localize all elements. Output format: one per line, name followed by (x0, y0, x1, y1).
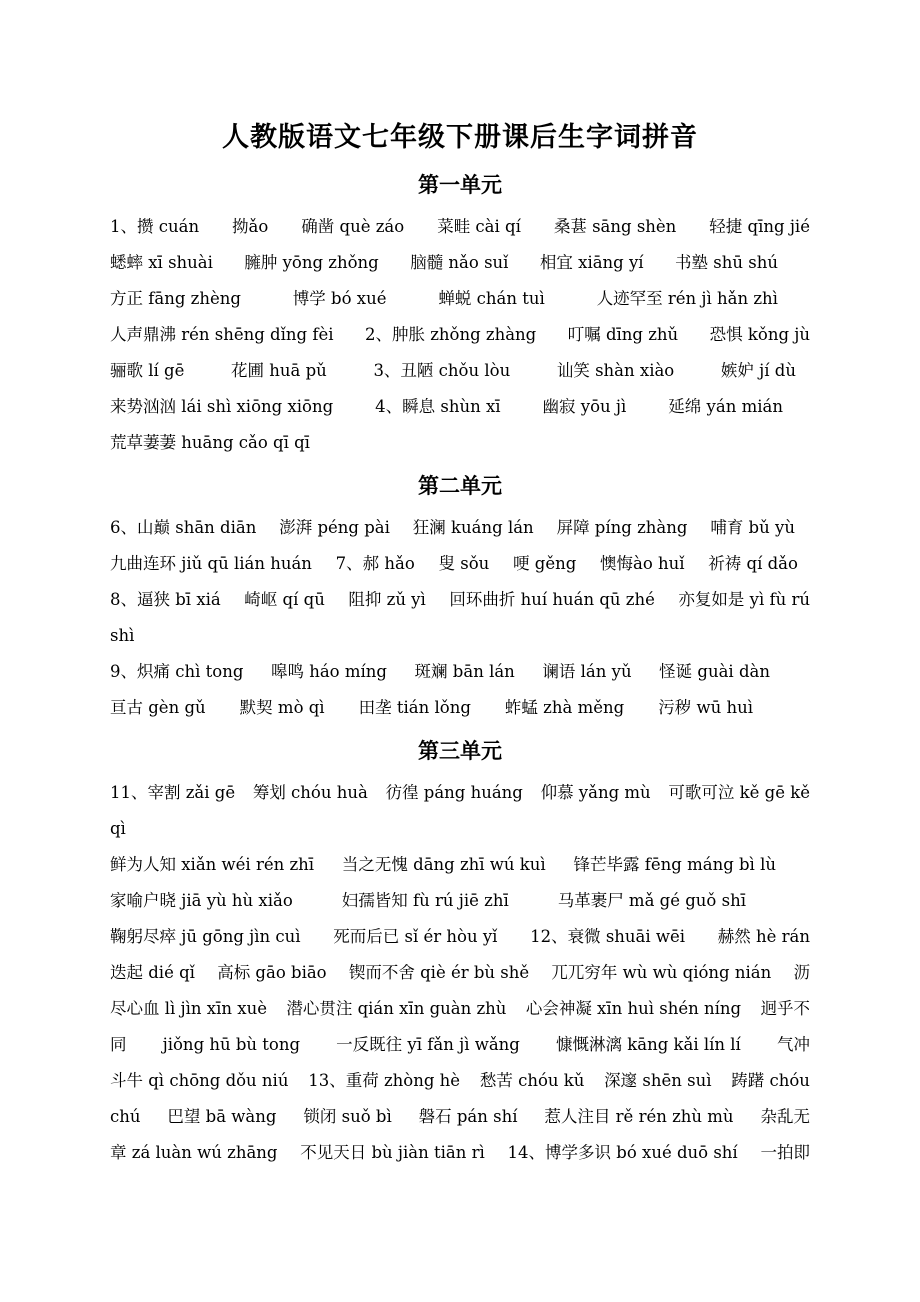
vocab-entry: jiǒng hū bù tong (162, 1035, 301, 1054)
vocab-line (110, 657, 770, 687)
vocab-entry: 延绵 yán mián (668, 397, 783, 416)
vocab-entry: 谰语 lán yǔ (542, 662, 632, 681)
vocab-line (110, 320, 810, 350)
vocab-line (110, 1138, 810, 1168)
vocab-line (110, 513, 795, 543)
vocab-entry: 家喻户晓 jiā yù hù xiǎo (110, 891, 293, 910)
vocab-entry: 深邃 shēn suì (604, 1071, 712, 1090)
vocab-entry: 愁苦 chóu kǔ (479, 1071, 585, 1090)
document-title: 人教版语文七年级下册课后生字词拼音 (222, 122, 698, 153)
vocab-line (110, 994, 810, 1024)
vocab-entry: 澎湃 péng pài (279, 518, 390, 537)
vocab-entry: 污秽 wū huì (658, 698, 753, 717)
vocab-line (110, 585, 810, 615)
vocab-entry: 11、宰割 zǎi gē (110, 783, 236, 802)
vocab-entry: 慷慨淋漓 kāng kǎi lín lí (555, 1035, 741, 1054)
vocab-entry: 筹划 chóu huà (252, 783, 368, 802)
vocab-entry: 崎岖 qí qū (244, 590, 325, 609)
vocab-entry: 迥乎不 (760, 999, 810, 1018)
vocab-entry: 亦复如是 yì fù rú (678, 590, 810, 609)
vocab-entry: 来势汹汹 lái shì xiōng xiōng (110, 397, 334, 416)
vocab-entry: 懊悔ào huǐ (600, 554, 685, 573)
vocab-entry: 迭起 dié qǐ (110, 963, 195, 982)
vocab-entry: 当之无愧 dāng zhī wú kuì (341, 855, 546, 874)
vocab-entry: 杂乱无 (760, 1107, 810, 1126)
vocab-entry: 章 zá luàn wú zhāng (110, 1143, 278, 1162)
vocab-entry: 锋芒毕露 fēng máng bì lù (573, 855, 776, 874)
vocab-entry: 花圃 huā pǔ (231, 361, 327, 380)
vocab-entry: 鲜为人知 xiǎn wéi rén zhī (110, 855, 315, 874)
unit-heading: 第二单元 (418, 473, 502, 498)
vocab-entry: 恐惧 kǒng jù (709, 325, 810, 344)
vocab-entry: chú (110, 1107, 141, 1126)
vocab-entry: 回环曲折 huí huán qū zhé (449, 590, 655, 609)
vocab-line (110, 356, 796, 386)
vocab-entry: 马革裹尸 mǎ gé guǒ shī (557, 891, 746, 910)
vocab-entry: 9、炽痛 chì tong (110, 662, 244, 681)
vocab-entry: 叮嘱 dīng zhǔ (567, 325, 679, 344)
vocab-entry: 沥 (793, 963, 810, 982)
vocab-entry: 巴望 bā wàng (167, 1107, 277, 1126)
vocab-entry: 磐石 pán shí (418, 1107, 518, 1126)
vocab-entry: 讪笑 shàn xiào (556, 361, 675, 380)
vocab-entry: 人迹罕至 rén jì hǎn zhì (596, 289, 778, 308)
vocab-entry: 潜心贯注 qián xīn guàn zhù (286, 999, 507, 1018)
vocab-line (110, 1066, 810, 1096)
vocab-entry: 骊歌 lí gē (110, 361, 185, 380)
vocab-line (110, 958, 810, 988)
vocab-entry: 狂澜 kuáng lán (412, 518, 534, 537)
vocab-entry: 阻抑 zǔ yì (348, 590, 426, 609)
vocab-entry: 确凿 què záo (301, 217, 405, 236)
vocab-entry: 拗ǎo (232, 217, 269, 236)
vocab-entry: 锲而不舍 qiè ér bù shě (348, 963, 530, 982)
vocab-line (110, 850, 776, 880)
vocab-entry: qì (110, 819, 126, 838)
vocab-line (110, 693, 753, 723)
unit-heading: 第三单元 (418, 738, 502, 763)
vocab-entry: 菜畦 cài qí (437, 217, 521, 236)
vocab-entry: 人声鼎沸 rén shēng dǐng fèi (110, 325, 334, 344)
vocab-entry: 赫然 hè rán (717, 927, 810, 946)
vocab-line (110, 212, 810, 242)
vocab-entry: 气冲 (776, 1035, 810, 1054)
vocab-entry: 荒草萋萋 huāng cǎo qī qī (110, 433, 310, 452)
vocab-entry: 蝉蜕 chán tuì (438, 289, 545, 308)
vocab-entry: 不见天日 bù jiàn tiān rì (300, 1143, 485, 1162)
vocab-entry: 高标 gāo biāo (217, 963, 327, 982)
vocab-line (110, 428, 810, 458)
vocab-entry: 14、博学多识 bó xué duō shí (507, 1143, 738, 1162)
vocab-line (110, 814, 810, 844)
vocab-entry: 蚱蜢 zhà měng (504, 698, 625, 717)
vocab-entry: 哺育 bǔ yù (710, 518, 795, 537)
vocab-line (110, 886, 746, 916)
vocab-line (110, 1030, 810, 1060)
vocab-entry: 7、郝 hǎo (335, 554, 415, 573)
vocab-line (110, 1102, 810, 1132)
vocab-entry: 怪诞 guài dàn (659, 662, 770, 681)
vocab-entry: 哽 gěng (513, 554, 577, 573)
vocab-entry: 3、丑陋 chǒu lòu (373, 361, 511, 380)
vocab-entry: 屏障 píng zhàng (556, 518, 688, 537)
vocab-line (110, 549, 798, 579)
vocab-entry: 尽心血 lì jìn xīn xuè (110, 999, 267, 1018)
vocab-entry: 4、瞬息 shùn xī (375, 397, 501, 416)
vocab-entry: 嫉妒 jí dù (720, 361, 796, 380)
vocab-entry: 12、衰微 shuāi wēi (530, 927, 686, 946)
vocab-entry: 斗牛 qì chōng dǒu niú (110, 1071, 289, 1090)
vocab-entry: 一反既往 yī fǎn jì wǎng (336, 1035, 520, 1054)
vocab-entry: 亘古 gèn gǔ (110, 698, 206, 717)
vocab-entry: 幽寂 yōu jì (542, 397, 627, 416)
vocab-entry: 惹人注目 rě rén zhù mù (544, 1107, 734, 1126)
vocab-entry: 默契 mò qì (239, 698, 325, 717)
vocab-entry: 妇孺皆知 fù rú jiē zhī (341, 891, 509, 910)
vocab-entry: 嗥鸣 háo míng (270, 662, 387, 681)
vocab-entry: 臃肿 yōng zhǒng (244, 253, 379, 272)
vocab-entry: 6、山巅 shān diān (110, 518, 257, 537)
vocab-entry: 叟 sǒu (438, 554, 490, 573)
vocab-entry: 死而后已 sǐ ér hòu yǐ (333, 927, 498, 946)
vocab-line (110, 778, 810, 808)
vocab-entry: shì (110, 626, 135, 645)
vocab-entry: 桑葚 sāng shèn (553, 217, 677, 236)
vocab-entry: 轻捷 qīng jié (709, 217, 810, 236)
vocab-entry: 书塾 shū shú (675, 253, 778, 272)
vocab-entry: 脑髓 nǎo suǐ (410, 253, 509, 272)
vocab-line (110, 248, 778, 278)
vocab-entry: 心会神凝 xīn huì shén níng (525, 999, 742, 1018)
vocab-entry: 同 (110, 1035, 127, 1054)
vocab-entry: 8、逼狭 bī xiá (110, 590, 221, 609)
vocab-entry: 一拍即 (760, 1143, 810, 1162)
vocab-entry: 13、重荷 zhòng hè (308, 1071, 461, 1090)
vocab-line (110, 284, 778, 314)
vocab-entry: 仰慕 yǎng mù (540, 783, 651, 802)
vocab-entry: 2、肿胀 zhǒng zhàng (364, 325, 537, 344)
vocab-entry: 博学 bó xué (292, 289, 387, 308)
vocab-entry: 鞠躬尽瘁 jū gōng jìn cuì (110, 927, 301, 946)
vocab-entry: 方正 fāng zhèng (110, 289, 241, 308)
vocab-entry: 可歌可泣 kě gē kě (668, 783, 810, 802)
unit-heading: 第一单元 (418, 172, 502, 197)
vocab-entry: 田垄 tián lǒng (358, 698, 471, 717)
vocab-entry: 兀兀穷年 wù wù qióng nián (551, 963, 772, 982)
vocab-entry: 九曲连环 jiǔ qū lián huán (110, 554, 312, 573)
vocab-entry: 锁闭 suǒ bì (303, 1107, 392, 1126)
vocab-entry: 相宜 xiāng yí (539, 253, 644, 272)
vocab-line (110, 922, 810, 952)
vocab-entry: 祈祷 qí dǎo (708, 554, 798, 573)
vocab-entry: 1、攒 cuán (110, 217, 200, 236)
vocab-entry: 蟋蟀 xī shuài (110, 253, 213, 272)
vocab-entry: 斑斓 bān lán (414, 662, 515, 681)
vocab-entry: 彷徨 páng huáng (385, 783, 523, 802)
vocab-entry: 踌躇 chóu (731, 1071, 810, 1090)
vocab-line (110, 392, 783, 422)
vocab-line (110, 621, 810, 651)
